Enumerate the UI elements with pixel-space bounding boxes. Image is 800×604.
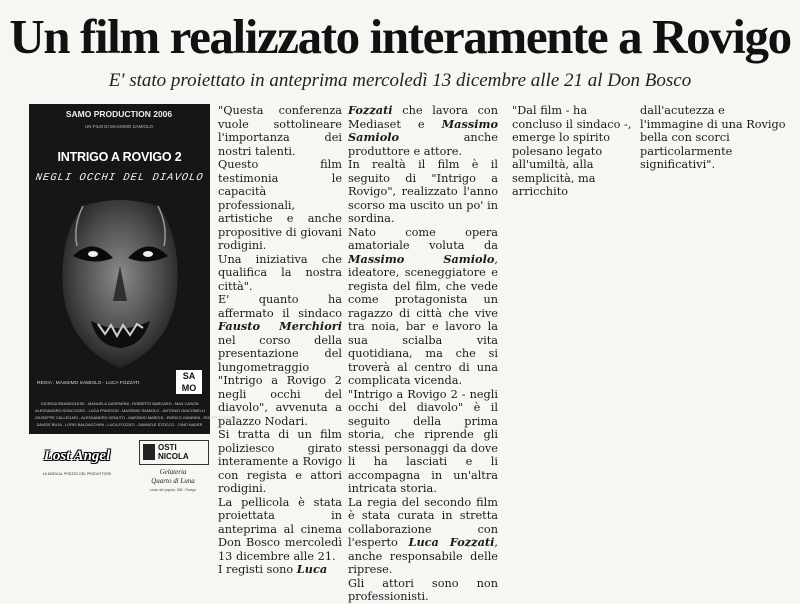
paragraph: In realtà il film è il seguito di "Intrigo a Rovigo", realizzato l'anno scorso ma uscito un po' in sordina.: [348, 158, 498, 225]
sponsor-logos: [29, 436, 210, 496]
poster-credit: UN FILM DI MASSIMO SAMIOLO: [84, 124, 153, 129]
paragraph: Questo film testimonia le capacità professionali, artistiche e anche propositive di giovani rodigini.: [218, 158, 342, 252]
gelateria-name: Quarto di Luna: [151, 477, 195, 485]
person-name: Luca Fozzati: [408, 535, 495, 549]
paragraph: La pellicola è stata proiettata in anteprima al cinema Don Bosco mercoledì 13 dicembre alle 21.: [218, 495, 342, 563]
poster-cast-line: DAVIDE BUJA - LORIS BALDACCHINI - LUCA FOZZATI - SAMUELE STOCCO - GINO NADER: [36, 422, 203, 427]
paragraph: I registi sono Luca: [218, 562, 328, 576]
person-name: Fausto Merchiori: [218, 319, 342, 333]
paragraph: Gli attori sono non professionisti.: [348, 576, 498, 603]
poster-cast-line: ALESSANDRO SONCOSSO - LUCA FRASSON - MASSIMO SAMIOLO - ANTONIO GIACOMELLI: [35, 408, 206, 413]
poster-title: INTRIGO A ROVIGO 2: [57, 150, 182, 164]
person-name: Massimo Samiolo: [348, 116, 498, 144]
paragraph: Nato come opera amatoriale voluta da Massimo Samiolo, ideatore, sceneggiatore e regista del film, che vede come protagonista un ragazzo di città che vive tra noia, bar e lavoro la sua scialba vita quotidiana, ma che si troverà al centro di una complicata vicenda.: [348, 225, 498, 387]
paragraph: E' quanto ha affermato il sindaco Fausto Merchiori nel corso della presentazione del lungometraggio "Intrigo a Rovigo 2 negli occhi del diavolo", avvenuta a palazzo Nodari.: [218, 293, 342, 428]
paragraph: dall'acutezza e l'immagine di una Rovigo bella con scorci particolarmente significativi".: [640, 104, 786, 171]
poster-cast-line: GIUSEPPE CALLEGARI - ALESSANDRO VENUTO - MASSIMO MARCHI - ENRICO GIANNINI - ROBERTO MORELLI: [35, 415, 241, 420]
article-column-3: [512, 104, 632, 199]
poster-director-credit: REGIA : MASSIMO SAMIOLO - LUCA FOZZATI: [37, 381, 140, 386]
headline: Un film realizzato interamente a Rovigo: [9, 9, 791, 64]
paragraph: La regia del secondo film è stata curata in stretta collaborazione con l'esperto Luca Fozzati, anche responsabile delle riprese.: [348, 495, 499, 576]
person-name: Fozzati: [348, 103, 393, 117]
person-name: Massimo Samiolo: [348, 251, 495, 266]
subheadline: E' stato proiettato in anteprima mercoledì 13 dicembre alle 21 al Don Bosco: [108, 70, 692, 91]
paragraph: "Intrigo a Rovigo 2 - negli occhi del diavolo" è il seguito della prima storia, che riprende gli stessi personaggi da dove li ha lasciati e li accompagna in un'altra intricata storia.: [348, 387, 498, 495]
article-column-4: [640, 104, 790, 172]
osti-nicola-logo: OSTI NICOLA: [139, 440, 209, 465]
lost-angel-logo: Lost Angel LA MODA AL PREZZO DEL PRODUTTORE: [42, 448, 112, 476]
paragraph: Una iniziativa che qualifica la nostra città".: [218, 252, 342, 293]
gelateria-address: corso del popolo, 308 - Rovigo: [150, 488, 196, 492]
poster-badge: SA MO: [176, 370, 202, 394]
article-column-2: [348, 104, 498, 604]
gelateria-label: Gelateria: [159, 468, 187, 476]
article-column-1: [218, 104, 342, 577]
paragraph: Fozzati che lavora con Mediaset e Massimo Samiolo anche produttore e attore.: [348, 103, 499, 158]
paragraph: "Dal film - ha concluso il sindaco -, emerge lo spirito polesano legato all'umiltà, alla semplicità, ma arricchito: [512, 104, 632, 198]
poster-producer: SAMO PRODUCTION 2006: [65, 109, 173, 119]
poster-cast-list: [35, 400, 241, 428]
poster-subtitle: NEGLI OCCHI DEL DIAVOLO: [34, 172, 205, 184]
film-poster: [29, 104, 241, 434]
paragraph: "Questa conferenza vuole sottolineare l'importanza dei nostri talenti.: [218, 104, 342, 158]
devil-mask-illustration: [53, 196, 188, 372]
person-name: Luca: [296, 562, 328, 576]
paragraph: Si tratta di un film poliziesco girato interamente a Rovigo con regista e attori rodigini.: [218, 428, 342, 495]
poster-cast-line: GIORGIA BRANDOLESE - MANUELA GASPARINI - ROBERTO BARCARO - MAX CASON: [40, 401, 199, 406]
